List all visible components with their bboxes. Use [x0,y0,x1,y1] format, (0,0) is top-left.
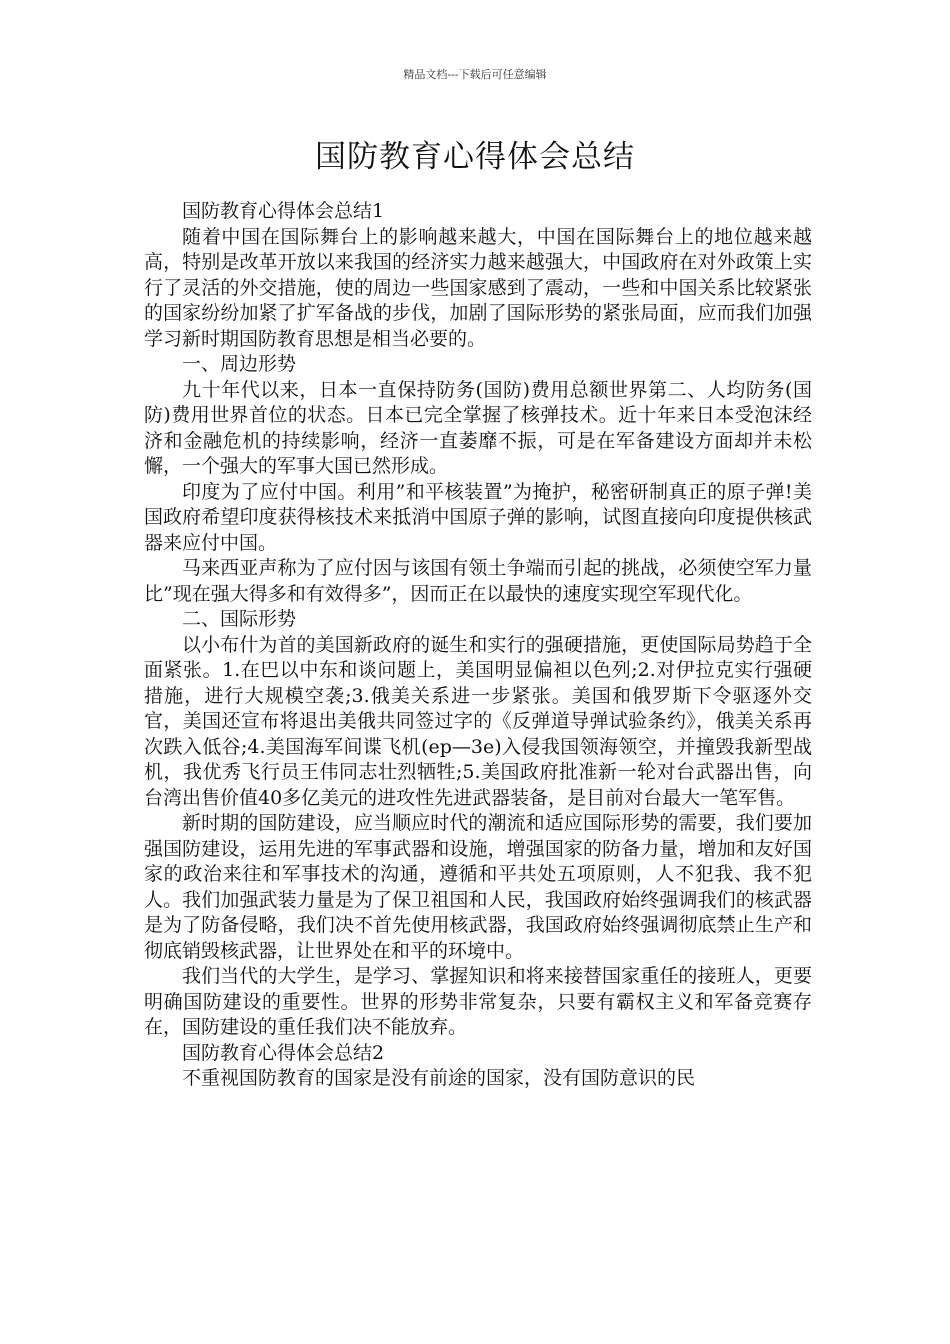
paragraph: 随着中国在国际舞台上的影响越来越大，中国在国际舞台上的地位越来越高，特别是改革开放以来我国的经济实力越来越强大，中国政府在对外政策上实行了灵活的外交措施，使的周边一些国家感到了震动，一些和中国关系比较紧张的国家纷纷加紧了扩军备战的步伐，加剧了国际形势的紧张局面，应而我们加强学习新时期国防教育思想是相当必要的。 [144,225,812,350]
paragraph: 不重视国防教育的国家是没有前途的国家，没有国防意识的民 [182,1067,696,1089]
paragraph: 九十年代以来，日本一直保持防务(国防)费用总额世界第二、人均防务(国防)费用世界首位的状态。日本已完全掌握了核弹技术。近十年来日本受泡沫经济和金融危机的持续影响，经济一直萎靡不振，可是在军备建设方面却并未松懈，一个强大的军事大国已然形成。 [144,378,812,477]
paragraph: 新时期的国防建设，应当顺应时代的潮流和适应国际形势的需要，我们要加强国防建设，运用先进的军事武器和设施，增强国家的防备力量，增加和友好国家的政治来往和军事技术的沟通，遵循和平共处五项原则，人不犯我、我不犯人。我们加强武装力量是为了保卫祖国和人民，我国政府始终强调我们的核武器是为了防备侵略，我们决不首先使用核武器，我国政府始终强调彻底禁止生产和彻底销毁核武器，让世界处在和平的环境中。 [144,812,812,962]
paragraph: 印度为了应付中国。利用”和平核装置”为掩护，秘密研制真正的原子弹!美国政府希望印度获得核技术来抵消中国原子弹的影响，试图直接向印度提供核武器来应付中国。 [144,480,812,554]
paragraph: 以小布什为首的美国新政府的诞生和实行的强硬措施，更使国际局势趋于全面紧张。1.在巴以中东和谈问题上，美国明显偏袒以色列;2.对伊拉克实行强硬措施，进行大规模空袭;3.俄美关系进一步紧张。美国和俄罗斯下令驱逐外交官，美国还宣布将退出美俄共同签过字的《反弹道导弹试验条约》，俄美关系再次跌入低谷;4.美国海军间谍飞机(ep—3e)入侵我国领海领空，并撞毁我新型战机，我优秀飞行员王伟同志壮烈牺牲;5.美国政府批准新一轮对台武器出售，向台湾出售价值40多亿美元的进攻性先进武器装备，是目前对台最大一笔军售。 [144,633,812,809]
section-heading-2: 国防教育心得体会总结2 [182,1041,385,1064]
paragraph: 马来西亚声称为了应付因与该国有领土争端而引起的挑战，必须使空军力量比”现在强大得多和有效得多”，因而正在以最快的速度实现空军现代化。 [144,557,812,605]
subheading-surrounding-situation: 一、周边形势 [182,353,297,375]
subheading-international-situation: 二、国际形势 [182,608,297,630]
document-body [144,199,812,1092]
paragraph: 我们当代的大学生，是学习、掌握知识和将来接替国家重任的接班人，更要明确国防建设的重要性。世界的形势非常复杂，只要有霸权主义和军备竞赛存在，国防建设的重任我们决不能放弃。 [144,965,812,1038]
page-header-note: 精品文档---下载后可任意编辑 [403,68,547,81]
section-heading-1: 国防教育心得体会总结1 [182,200,385,222]
document-title: 国防教育心得体会总结 [315,139,635,175]
